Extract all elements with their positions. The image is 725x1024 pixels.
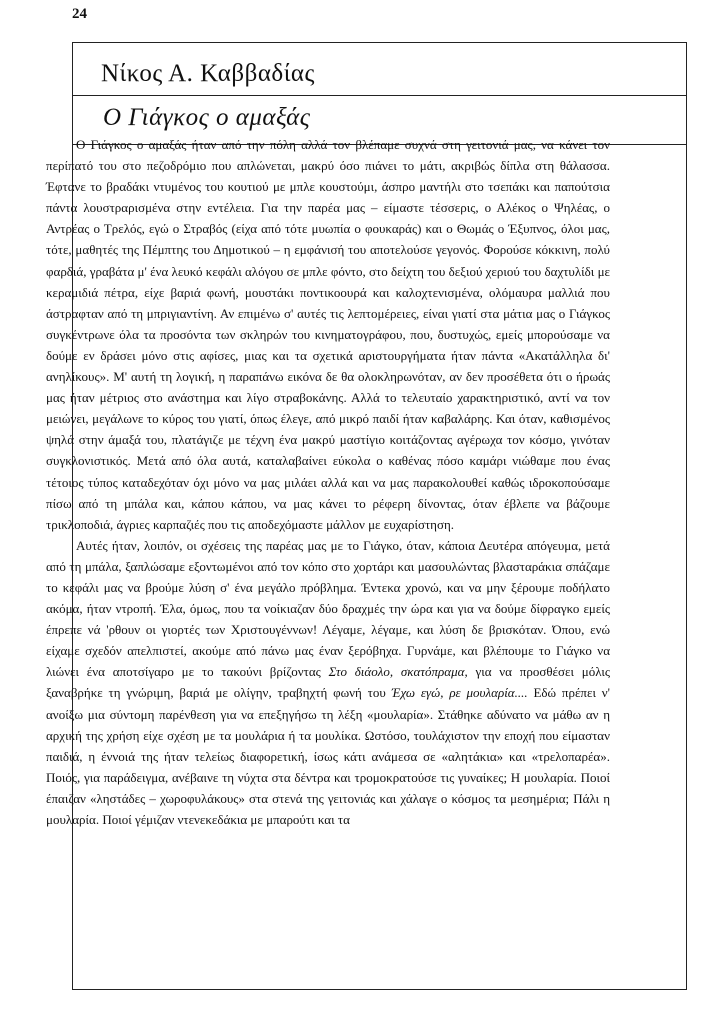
paragraph-2-part-a: Αυτές ήταν, λοιπόν, οι σχέσεις της παρέας μας με το Γιάγκο, όταν, κάποια Δευτέρα απόγευμα, μετά από τη μπάλα, ξαπλώσαμε εξοντωμένοι από τον κόπο στο χορτάρι και μασουλώντας βλασταράκια σπάζαμε το κεφάλι μας να βρούμε λύση σ' ένα μεγάλο πρόβλημα. Έντεκα χρονώ, και να μην ξέρουμε ποδήλατο ακόμα, ήταν ντροπή. Έλα, όμως, που τα νοίκιαζαν δύο δραχμές την ώρα και για να δούμε δίφραγκο εμείς έπρεπε νά 'ρθουν οι γιορτές των Χριστουγέννων! Λέγαμε, λέγαμε, και λύση δε βρισκόταν. Όπου, ενώ είχαμε σχεδόν απελπιστεί, ακούμε από πάνω μας έναν ξερόβηχα. Γυρνάμε, και βλέπουμε το Γιάγκο να λιώνει ένα αποτσίγαρο με το τακούνι βρίζοντας [46, 537, 610, 680]
paragraph-2-part-b: για να προσθέσει μόλις ξαναβρήκε τη γνώριμη, βαριά με ολίγην, τραβηχτή φωνή του [46, 664, 611, 701]
story-body [46, 134, 610, 830]
story-title: Ο Γιάγκος ο αμαξάς [103, 104, 311, 131]
paragraph-1: Ο Γιάγκος ο αμαξάς ήταν από την πόλη αλλά τον βλέπαμε συχνά στη γειτονιά μας, να κάνει τον περίπατό του στο πεζοδρόμιο που απλώνεται, μακρύ όσο πιάνει το μάτι, ακριβώς δίπλα στη θάλασσα. Έφτανε το βραδάκι ντυμένος του κουτιού με μπλε κουστούμι, άσπρο μαντήλι στο τσεπάκι και παπούτσια πάντα λουστραρισμένα στην εντέλεια. Για την παρέα μας – είμαστε τέσσερις, ο Αλέκος ο Ψηλέας, ο Αντρέας ο Τρελός, εγώ ο Στραβός (είχα από τότε μυωπία ο φουκαράς) και ο Θωμάς ο Έξυπνος, όλοι μας, τότε, μαθητές της Πέμπτης του Δημοτικού – η εμφάνισή του αποτελούσε γεγονός. Φορούσε κόκκινη, πολύ φαρδιά, γραβάτα μ' ένα λευκό κεφάλι αλόγου σε μπλε φόντο, στο δείχτη του δεξιού χεριού του δαχτυλίδι με κεραμιδιά πέτρα, είχε βαριά φωνή, μουστάκι ποντικοουρά και καλοχτενισμένα, ολόμαυρα μαλλιά που άστραφταν από τη μπριγιαντίνη. Αν επιμένω σ' αυτές τις λεπτομέρειες, είναι γιατί στα μάτια μας ο Γιάγκος συγκέντρωνε όλα τα προσόντα των σκληρών του κινηματογράφου, που, δυστυχώς, εμείς μπορούσαμε να δούμε εν δράσει μόνο στις αφίσες, μιας και τα σχετικά αριστουργήματα ήταν πάντα «Ακατάλληλα δι' ανηλίκους». Μ' αυτή τη λογική, η παραπάνω εικόνα δε θα ολοκληρωνόταν, αν δεν προσέθετα ότι ο ήρωάς μας ήταν μέτριος στο ανάστημα και λίγο στραβοκάνης. Αλλά το τελευταίο χαρακτηριστικό, αντί να τον μειώνει, μεγάλωνε το κύρος του γιατί, όπως έλεγε, από μικρό παιδί ήταν καβαλάρης. Και όταν, καθισμένος ψηλά στην άμαξά του, πλατάγιζε με τέχνη ένα μακρύ μαστίγιο κοιτάζοντας αγέρωχα τον κόσμο, γινόταν συγκλονιστικός. Μετά από όλα αυτά, καταλαβαίνει εύκολα ο καθένας πόσο καμάρι νιώθαμε που ένας τέτοιος τύπος καταδεχόταν όχι μόνο να μας μιλάει αλλά και να μας παρακολουθεί καθώς ιδροκοπούσαμε πίσω από τη μπάλα και, κάπου κάπου, να μας κάνει το ρέφερη δίνοντας, όταν έβλεπε να βάζουμε τρικλοποδιά, άγριες καρπαζιές που τις αποδεχόμαστε μάλλον με ευχαρίστηση. [46, 137, 610, 532]
paragraph-2 [46, 535, 610, 830]
author-name: Νίκος Α. Καββαδίας [101, 60, 315, 87]
page-number: 24 [72, 6, 87, 22]
italic-quote-2: Έχω εγώ, ρε μουλαρία.... [391, 685, 528, 701]
author-row [73, 55, 686, 96]
paragraph-2-part-c: Εδώ πρέπει ν' ανοίξω μια σύντομη παρένθεση για να επεξηγήσω τη λέξη «μουλαρία». Στάθηκε αδύνατο να μάθω αν η αρχική της χρήση είχε σχέση με τα μουλάρια ή τα μουλίκα. Ωστόσο, τουλάχιστον την εποχή που είμασταν παιδιά, η έννοιά της ήταν τελείως διαφορετική, ίσως κάτι ανάμεσα σε «αλητάκια» και «τρελοπαρέα». Ποιός, για παράδειγμα, ανέβαινε τη νύχτα στα δέντρα και τρομοκρατούσε τις γυναίκες; Η μουλαρία. Ποιοί έπαιζαν «ληστάδες – χωροφυλάκους» στα στενά της γειτονιάς και χάλαγε ο κόσμος τα μεσημέρια; Πάλι η μουλαρία. Ποιοί γέμιζαν ντενεκεδάκια με μπαρούτι και τα [46, 685, 610, 827]
italic-quote-1: Στο διάολο, σκατόπραμα, [328, 664, 468, 680]
